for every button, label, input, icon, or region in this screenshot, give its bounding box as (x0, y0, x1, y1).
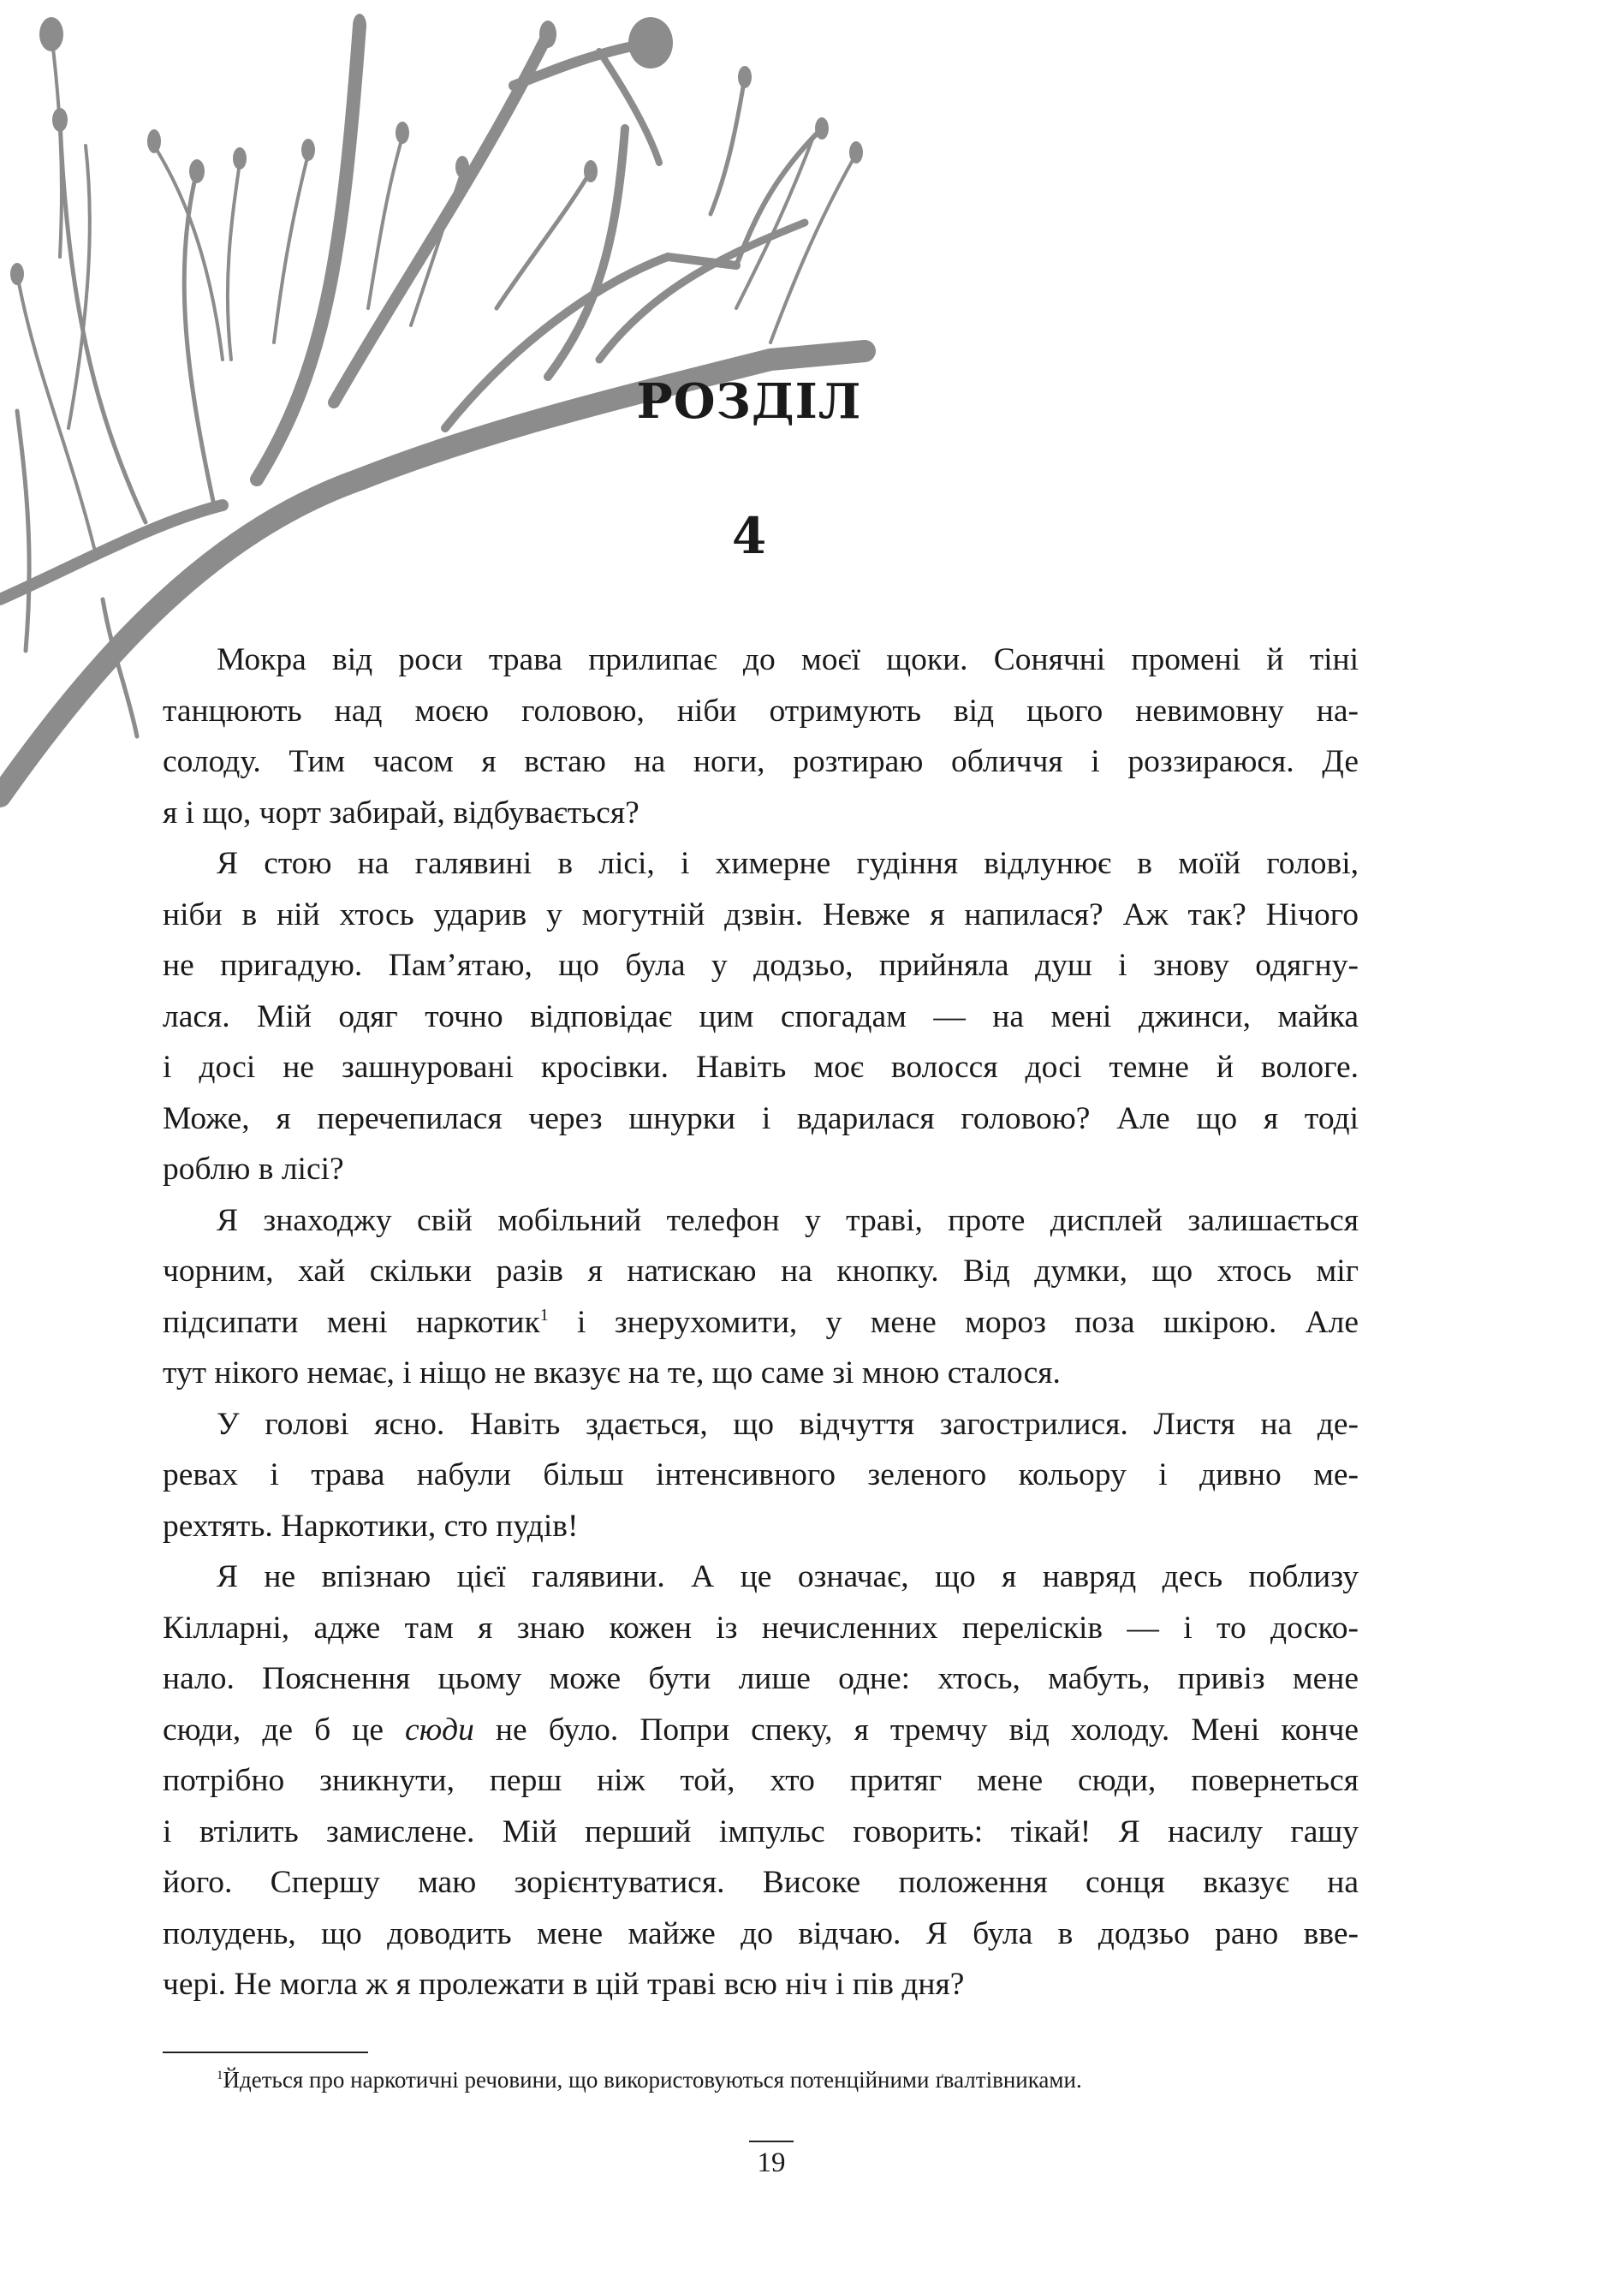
text-segment: його. Спершу маю зорієнтуватися. Високе положення сонця вказує на (163, 1865, 1359, 1900)
text-line (163, 1093, 1359, 1145)
text-segment: і досі не зашнуровані кросівки. Навіть моє волосся досі темне й вологе. (163, 1050, 1359, 1085)
text-segment: чері. Не могла ж я пролежати в цій траві всю ніч і пів дня? (163, 1967, 965, 2002)
text-segment: сюди, де б це (163, 1712, 406, 1748)
text-segment: роблю в лісі? (163, 1152, 344, 1187)
paragraph (163, 1551, 1359, 2010)
text-segment: чорним, хай скільки разів я натискаю на кнопку. Від думки, що хтось міг (163, 1254, 1359, 1289)
text-line (163, 1909, 1359, 1960)
text-segment: ніби в ній хтось ударив у могутній дзвін. Невже я напилася? Аж так? Нічого (163, 896, 1359, 932)
text-line (163, 890, 1359, 941)
italic-text: сюди (405, 1712, 474, 1748)
text-segment: тут нікого немає, і ніщо не вказує на те, що саме зі мною сталося. (163, 1355, 1061, 1391)
text-line (163, 1450, 1359, 1501)
text-segment: Кілларні, адже там я знаю кожен із нечисленних перелісків — і то доско- (163, 1610, 1359, 1646)
paragraph (163, 634, 1359, 838)
text-line (163, 1603, 1359, 1654)
text-segment: солоду. Тим часом я встаю на ноги, розтираю обличчя і роззираюся. Де (163, 744, 1359, 779)
text-segment: танцюють над моєю головою, ніби отримують від цього невимовну на- (163, 693, 1359, 729)
text-segment: і втілить замислене. Мій перший імпульс говорить: тікай! Я насилу гашу (163, 1813, 1359, 1849)
paragraph (163, 1195, 1359, 1399)
text-segment: підсипати мені наркотик (163, 1304, 540, 1340)
text-line (163, 1195, 1359, 1247)
text-segment: Я стою на галявині в лісі, і химерне гудіння відлунює в моїй голові, (217, 846, 1359, 881)
text-line (163, 1144, 1359, 1195)
text-line (163, 1297, 1359, 1349)
text-line (163, 1246, 1359, 1297)
text-line (163, 1501, 1359, 1552)
text-line (163, 1348, 1359, 1399)
paragraph (163, 838, 1359, 1195)
chapter-title: РОЗДІЛ (636, 373, 862, 430)
text-line (163, 1807, 1359, 1858)
body-text (163, 634, 1359, 2010)
text-segment: ревах і трава набули більш інтенсивного зеленого кольору і дивно ме- (163, 1457, 1359, 1492)
text-segment: Я не впізнаю цієї галявини. А це означає, що я навряд десь поблизу (217, 1559, 1359, 1594)
text-line (163, 1042, 1359, 1093)
page-number: 19 (757, 2147, 786, 2178)
text-segment: Я знаходжу свій мобільний телефон у траві, проте дисплей залишається (217, 1202, 1359, 1238)
text-segment: не було. Попри спеку, я тремчу від холоду. Мені конче (473, 1712, 1359, 1748)
text-segment: лася. Мій одяг точно відповідає цим спогадам — на мені джинси, майка (163, 998, 1359, 1034)
text-line (163, 1705, 1359, 1756)
text-segment: рехтять. Наркотики, сто пудів! (163, 1508, 579, 1544)
paragraph (163, 1399, 1359, 1552)
text-segment: потрібно зникнути, перш ніж той, хто притяг мене сюди, повернеться (163, 1763, 1359, 1798)
text-segment: нало. Пояснення цьому може бути лише одне: хтось, мабуть, привіз мене (163, 1661, 1359, 1696)
text-line (163, 1959, 1359, 2010)
text-segment: полудень, що доводить мене майже до відчаю. Я була в додзьо рано вве- (163, 1915, 1359, 1951)
text-line (163, 992, 1359, 1043)
text-line (163, 686, 1359, 737)
text-segment: Може, я перечепилася через шнурки і вдарилася головою? Але що я тоді (163, 1100, 1359, 1136)
text-line (163, 1857, 1359, 1909)
text-line (163, 1755, 1359, 1807)
text-segment: Мокра від роси трава прилипає до моєї щоки. Сонячні промені й тіні (217, 642, 1359, 677)
text-line (163, 1551, 1359, 1603)
footnote-marker: 1 (217, 2069, 223, 2082)
chapter-number: 4 (731, 507, 767, 565)
text-line (163, 634, 1359, 686)
text-segment: У голові ясно. Навіть здається, що відчуття загострилися. Листя на де- (217, 1406, 1359, 1442)
text-line (163, 788, 1359, 839)
page-number-rule (749, 2141, 794, 2142)
text-segment: не пригадую. Пам’ятаю, що була у додзьо, прийняла душ і знову одягну- (163, 948, 1359, 983)
text-line (163, 1653, 1359, 1705)
footnote-text: Йдеться про наркотичні речовини, що використовуються потенційними ґвалтівниками. (223, 2067, 1082, 2093)
text-line (163, 838, 1359, 890)
footnote-reference: 1 (539, 1305, 549, 1325)
text-segment: і знерухомити, у мене мороз поза шкірою. Але (548, 1304, 1359, 1340)
text-line (163, 1399, 1359, 1450)
footnote (217, 2067, 1082, 2093)
text-line (163, 940, 1359, 992)
footnote-separator (163, 2052, 368, 2053)
text-line (163, 736, 1359, 788)
text-segment: я і що, чорт забирай, відбувається? (163, 795, 639, 831)
